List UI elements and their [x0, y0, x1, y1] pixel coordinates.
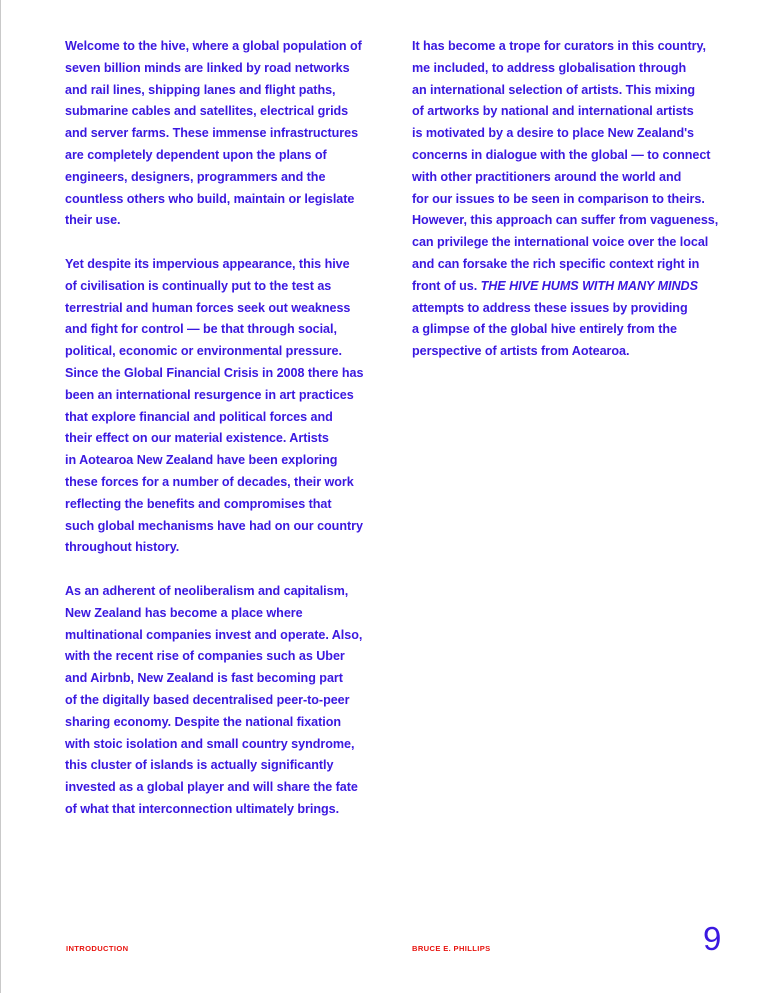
text-line: such global mechanisms have had on our country: [65, 518, 363, 533]
text-line: It has become a trope for curators in this country,: [412, 39, 706, 53]
text-line: Since the Global Financial Crisis in 2008 there has: [65, 365, 364, 380]
text-line: this cluster of islands is actually significantly: [65, 758, 334, 773]
text-line: with stoic isolation and small country syndrome,: [65, 736, 355, 751]
text-line: political, economic or environmental pressure.: [65, 344, 342, 359]
text-line: of what that interconnection ultimately brings.: [65, 801, 340, 816]
text-line: and rail lines, shipping lanes and flight paths,: [65, 82, 336, 97]
paragraph-2: [65, 254, 385, 559]
footer-section-label: INTRODUCTION: [66, 944, 129, 953]
text-line: reflecting the benefits and compromises that: [65, 496, 332, 511]
text-line: been an international resurgence in art practices: [65, 387, 354, 402]
text-line: in Aotearoa New Zealand have been exploring: [65, 453, 338, 468]
left-text-column: [65, 36, 385, 821]
right-text-column: [412, 36, 740, 363]
text-line: Welcome to the hive, where a global population of: [65, 39, 362, 53]
text-line: front of us. THE HIVE HUMS WITH MANY MINDS: [412, 278, 698, 293]
text-line: and fight for control — be that through social,: [65, 322, 337, 337]
text-line: of the digitally based decentralised peer-to-peer: [65, 692, 350, 707]
text-line: a glimpse of the global hive entirely from the: [412, 322, 678, 337]
text-line: throughout history.: [65, 540, 180, 555]
text-line: that explore financial and political forces and: [65, 409, 333, 424]
text-line: countless others who build, maintain or legislate: [65, 191, 355, 206]
text-line: an international selection of artists. This mixing: [412, 82, 696, 97]
text-line: New Zealand has become a place where: [65, 605, 303, 620]
text-line: of civilisation is continually put to the test as: [65, 278, 332, 293]
text-line: is motivated by a desire to place New Zealand's: [412, 126, 695, 141]
text-line: with other practitioners around the world and: [412, 169, 682, 184]
text-line: with the recent rise of companies such as Uber: [65, 649, 345, 664]
text-line: and can forsake the rich specific context right in: [412, 256, 700, 271]
text-line: Yet despite its impervious appearance, this hive: [65, 256, 350, 271]
text-line: sharing economy. Despite the national fixation: [65, 714, 341, 729]
paragraph-4: [412, 36, 740, 363]
text-line: their use.: [65, 213, 121, 228]
text-line: for our issues to be seen in comparison to theirs.: [412, 191, 705, 206]
text-line: and server farms. These immense infrastructures: [65, 126, 359, 141]
text-line: me included, to address globalisation through: [412, 60, 687, 75]
page-number: 9: [703, 920, 722, 957]
text-line: attempts to address these issues by providing: [412, 300, 688, 315]
text-line: As an adherent of neoliberalism and capitalism,: [65, 583, 349, 598]
text-line: and Airbnb, New Zealand is fast becoming part: [65, 671, 343, 686]
text-line: of artworks by national and international artists: [412, 104, 694, 119]
text-line: concerns in dialogue with the global — to connect: [412, 147, 711, 162]
text-line: multinational companies invest and operate. Also,: [65, 627, 363, 642]
text-line: submarine cables and satellites, electrical grids: [65, 104, 349, 119]
text-line: perspective of artists from Aotearoa.: [412, 344, 630, 359]
text-line: However, this approach can suffer from vagueness,: [412, 213, 719, 228]
paragraph-1: [65, 36, 385, 232]
text-line: are completely dependent upon the plans of: [65, 147, 327, 162]
text-line: these forces for a number of decades, their work: [65, 474, 354, 489]
paragraph-3: [65, 581, 385, 821]
footer-author-label: BRUCE E. PHILLIPS: [412, 944, 491, 953]
text-line: invested as a global player and will share the fate: [65, 780, 358, 795]
text-line: seven billion minds are linked by road networks: [65, 60, 350, 75]
text-line: their effect on our material existence. Artists: [65, 431, 329, 446]
text-line: terrestrial and human forces seek out weakness: [65, 300, 351, 315]
text-line: can privilege the international voice over the local: [412, 235, 709, 250]
text-line: engineers, designers, programmers and the: [65, 169, 326, 184]
exhibition-title: THE HIVE HUMS WITH MANY MINDS: [480, 278, 698, 293]
